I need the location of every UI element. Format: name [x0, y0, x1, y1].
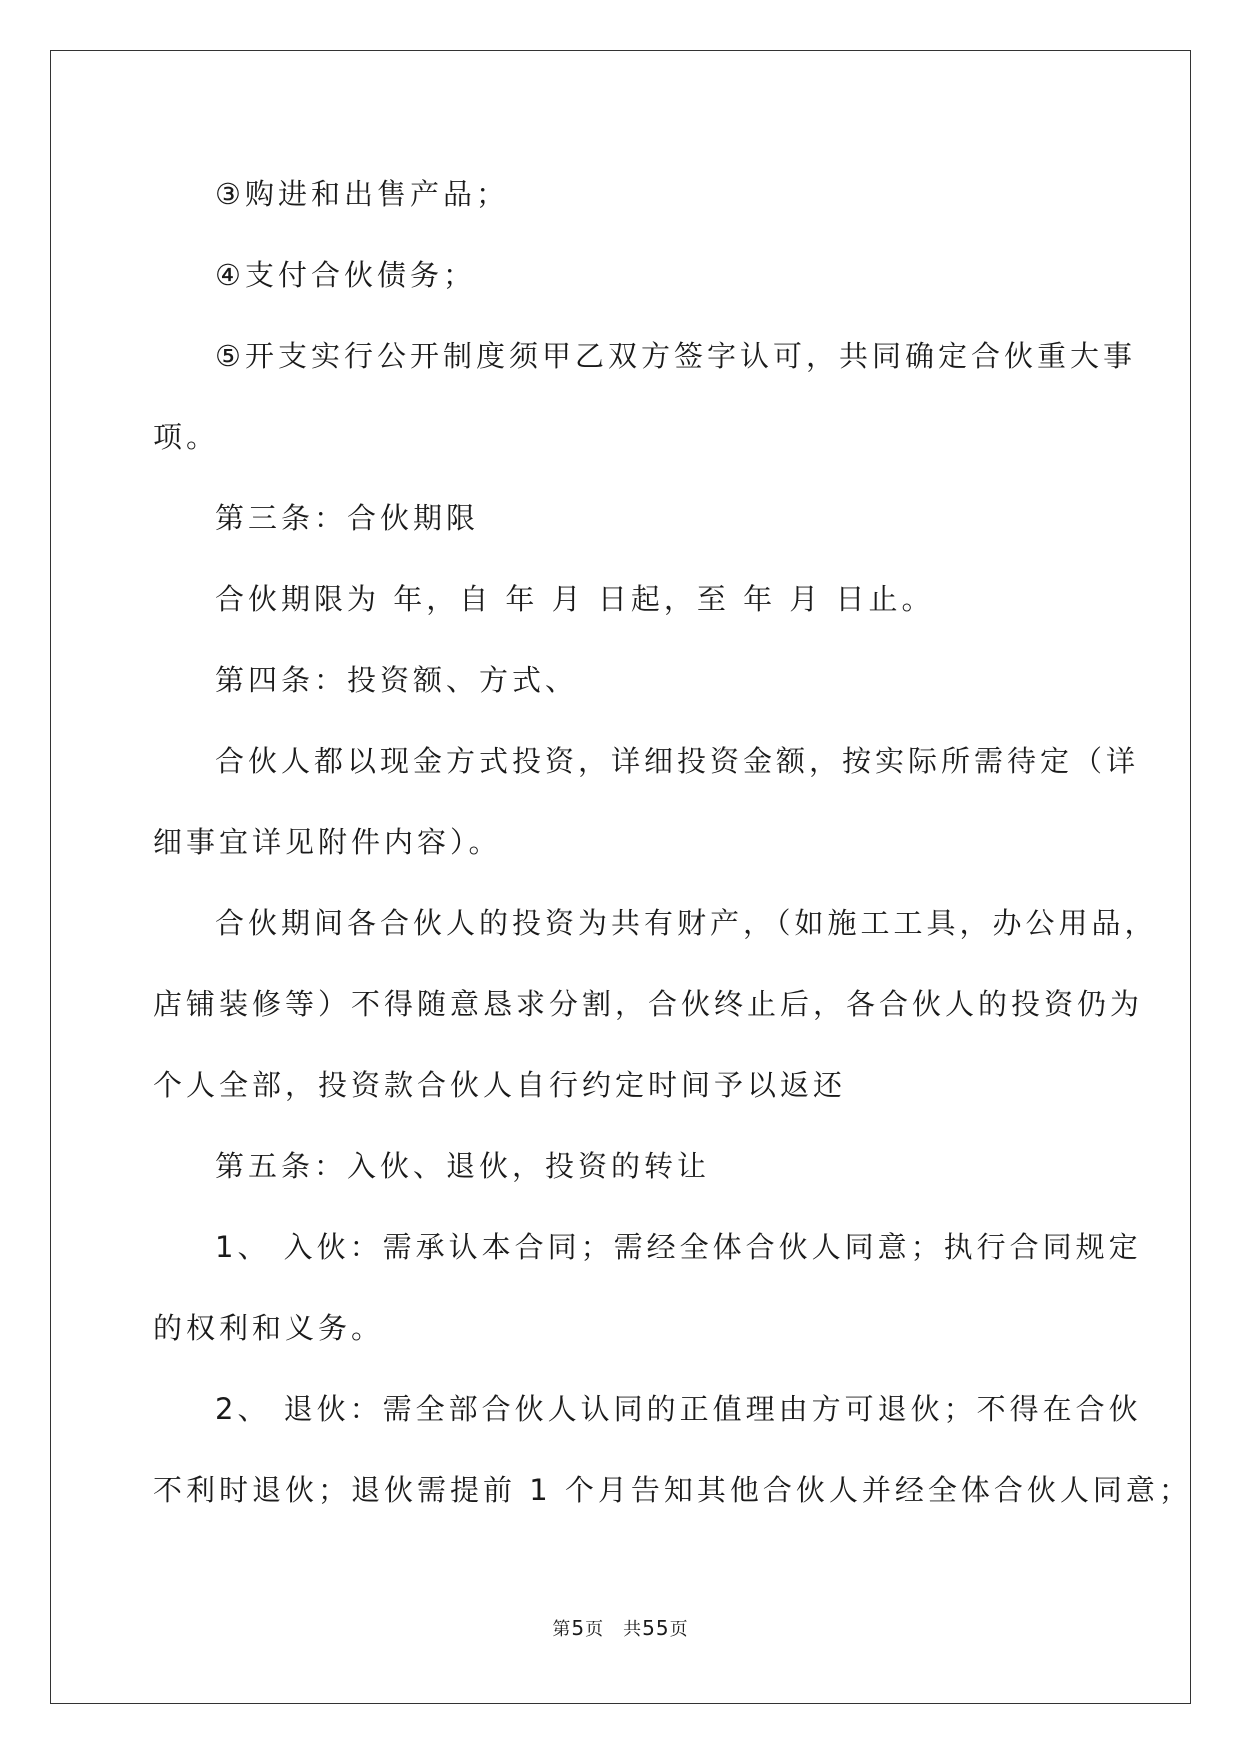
- paragraph-line: 不利时退伙；退伙需提前 1 个月告知其他合伙人并经全体合伙人同意；: [153, 1473, 1192, 1507]
- page-footer: [0, 1616, 1241, 1642]
- paragraph-line: 个人全部，投资款合伙人自行约定时间予以返还: [153, 1068, 847, 1102]
- paragraph-line: 合伙期限为 年，自 年 月 日起，至 年 月 日止。: [215, 582, 935, 616]
- paragraph-line: 1、 入伙：需承认本合同；需经全体合伙人同意；执行合同规定: [215, 1230, 1142, 1264]
- paragraph-line: 合伙期间各合伙人的投资为共有财产，（如施工工具，办公用品，: [215, 906, 1158, 940]
- footer-page-total: 55: [642, 1616, 670, 1640]
- paragraph-line: ④支付合伙债务；: [215, 258, 476, 292]
- footer-page-current: 5: [571, 1616, 586, 1640]
- footer-page-mid: 页 共: [585, 1619, 643, 1640]
- page-border: [50, 50, 1191, 1704]
- section-heading: 第四条：投资额、方式、: [215, 663, 579, 697]
- paragraph-line: 合伙人都以现金方式投资，详细投资金额，按实际所需待定（详: [215, 744, 1140, 778]
- paragraph-line: 2、 退伙：需全部合伙人认同的正值理由方可退伙；不得在合伙: [215, 1392, 1142, 1426]
- paragraph-line: 的权利和义务。: [153, 1311, 385, 1345]
- section-heading: 第三条：合伙期限: [215, 501, 480, 535]
- paragraph-line: 细事宜详见附件内容）。: [153, 825, 502, 859]
- section-heading: 第五条：入伙、退伙，投资的转让: [215, 1149, 711, 1183]
- paragraph-line: 店铺装修等）不得随意恳求分割，合伙终止后，各合伙人的投资仍为: [153, 987, 1144, 1021]
- paragraph-line: ③购进和出售产品；: [215, 177, 509, 211]
- footer-page-prefix: 第: [552, 1619, 572, 1640]
- paragraph-line: 项。: [153, 420, 220, 454]
- footer-page-suffix: 页: [669, 1619, 689, 1640]
- paragraph-line: ⑤开支实行公开制度须甲乙双方签字认可，共同确定合伙重大事: [215, 339, 1136, 373]
